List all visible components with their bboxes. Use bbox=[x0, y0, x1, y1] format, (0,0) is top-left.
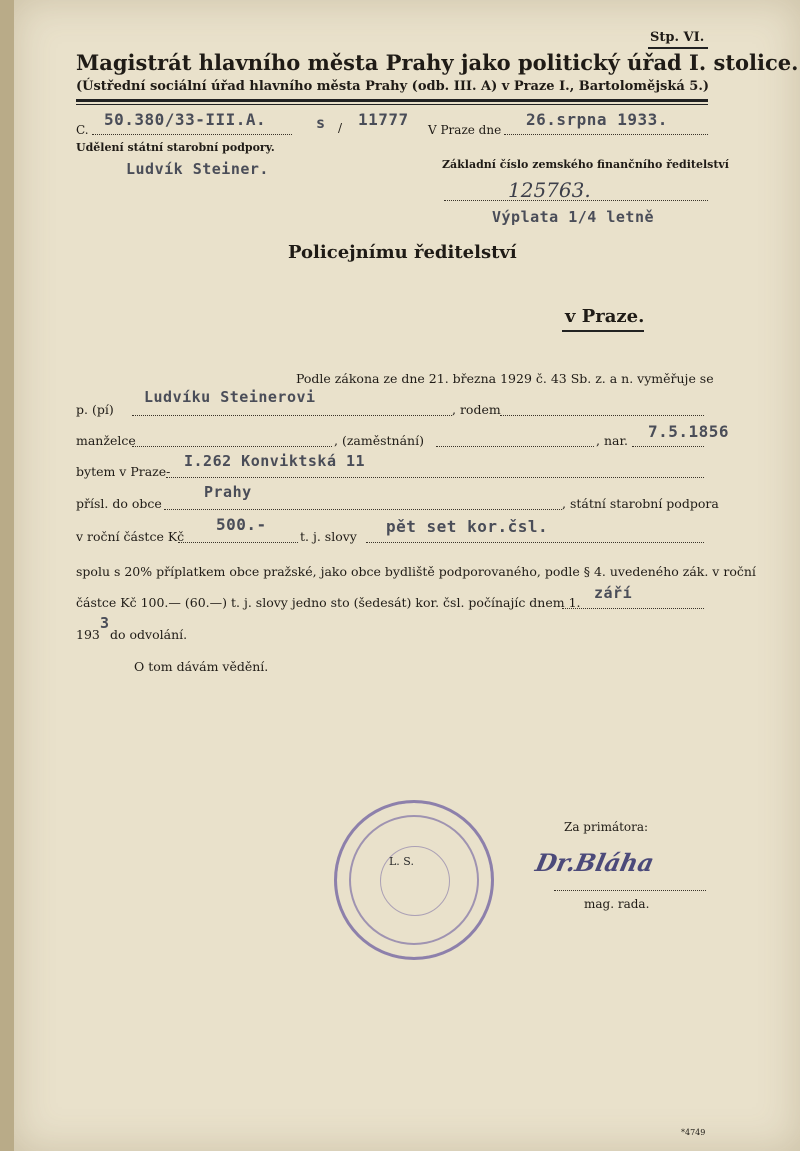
manzelce-label: manželce bbox=[76, 433, 136, 448]
slovy-dots bbox=[366, 542, 704, 543]
rodem-label: , rodem bbox=[452, 402, 501, 417]
seal-ls-label: L. S. bbox=[389, 855, 414, 868]
header-rule-thin bbox=[76, 104, 708, 105]
slovy-label: t. j. slovy bbox=[300, 529, 357, 544]
nar-dots bbox=[632, 446, 704, 447]
castka2-line: částce Kč 100.— (60.—) t. j. slovy jedno sto (šedesát) kor. čsl. počínajíc dnem 1. bbox=[76, 595, 581, 610]
form-code-underline bbox=[648, 47, 708, 49]
nar-label: , nar. bbox=[596, 433, 629, 448]
odvolani: do odvolání. bbox=[110, 627, 188, 642]
s-number: 11777 bbox=[358, 110, 409, 129]
month-value: září bbox=[594, 584, 633, 602]
subject-name: Ludvík Steiner. bbox=[126, 160, 269, 178]
s-label: s bbox=[316, 114, 326, 132]
p-value: Ludvíku Steinerovi bbox=[144, 388, 316, 406]
subject-label: Udělení státní starobní podpory. bbox=[76, 141, 275, 154]
law-intro: Podle zákona ze dne 21. března 1929 č. 43 Sb. z. a n. vyměřuje se bbox=[296, 371, 714, 386]
nar-value: 7.5.1856 bbox=[648, 422, 730, 441]
form-code: Stp. VI. bbox=[650, 30, 705, 45]
castka-dots bbox=[178, 542, 298, 543]
addressee-line1: Policejnímu ředitelství bbox=[288, 242, 517, 263]
tax-office-number: 125763. bbox=[508, 178, 591, 202]
prisl-dots bbox=[164, 509, 562, 510]
spolu-line: spolu s 20% příplatkem obce pražské, jako obce bydliště podporovaného, podle § 4. uvedeného zák. v roční bbox=[76, 564, 756, 579]
date-dots bbox=[504, 134, 708, 135]
header-rule-thick bbox=[76, 99, 708, 102]
bytem-value: I.262 Konviktská 11 bbox=[184, 452, 366, 470]
payout-note: Výplata 1/4 letně bbox=[492, 208, 655, 226]
informing-line: O tom dávám vědění. bbox=[134, 659, 269, 674]
authority-title: Magistrát hlavního města Prahy jako politický úřad I. stolice. bbox=[76, 50, 799, 75]
c-number: 50.380/33-III.A. bbox=[104, 110, 267, 129]
year-digit: 3 bbox=[100, 614, 110, 632]
za-primatora-label: Za primátora: bbox=[564, 820, 649, 834]
authority-subtitle: (Ústřední sociální úřad hlavního města Prahy (odb. III. A) v Praze I., Bartolomějská 5.) bbox=[76, 79, 710, 94]
p-label: p. (pí) bbox=[76, 402, 114, 417]
paper-left-edge bbox=[0, 0, 14, 1151]
document-page bbox=[14, 0, 800, 1151]
bytem-label: bytem v Praze- bbox=[76, 464, 171, 479]
addressee-line2: v Praze. bbox=[565, 306, 645, 327]
month-dots bbox=[562, 608, 704, 609]
print-code: *4749 bbox=[681, 1128, 706, 1137]
manzelce-dots bbox=[132, 446, 332, 447]
prisl-value: Prahy bbox=[204, 483, 252, 501]
slovy-value: pět set kor.čsl. bbox=[386, 517, 549, 536]
official-seal bbox=[334, 800, 494, 960]
year-prefix: 193 bbox=[76, 627, 100, 642]
slash-mark: / bbox=[338, 121, 343, 135]
addressee-underline bbox=[562, 330, 644, 332]
p-dots bbox=[132, 415, 452, 416]
castka-label: v roční částce Kč bbox=[76, 529, 185, 544]
zamestnani-label: , (zaměstnání) bbox=[334, 433, 424, 448]
zamestnani-dots bbox=[436, 446, 594, 447]
signature: Dr.Bláha bbox=[532, 848, 657, 877]
c-label: C. bbox=[76, 123, 89, 137]
date-value: 26.srpna 1933. bbox=[526, 110, 668, 129]
bytem-dots bbox=[166, 477, 704, 478]
place-date-label: V Praze dne bbox=[428, 123, 502, 137]
c-dots bbox=[92, 134, 292, 135]
prisl-label: přísl. do obce bbox=[76, 496, 162, 511]
rodem-dots bbox=[500, 415, 704, 416]
podpora-label: , státní starobní podpora bbox=[562, 496, 719, 511]
tax-office-label: Základní číslo zemského finančního ředitelství bbox=[442, 158, 729, 171]
tax-office-dots bbox=[444, 200, 708, 201]
castka-value: 500.- bbox=[216, 515, 267, 534]
signature-dots bbox=[554, 890, 706, 891]
rank-label: mag. rada. bbox=[584, 897, 650, 911]
